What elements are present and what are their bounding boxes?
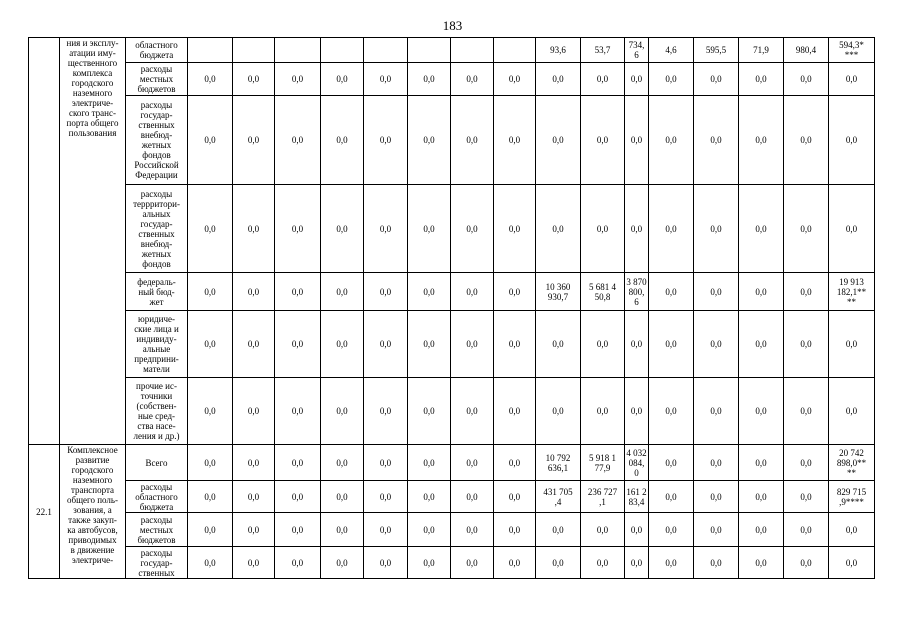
- value-cell: 0,0: [649, 311, 694, 378]
- value-cell: 19 913 182,1** **: [829, 273, 875, 311]
- value-cell: 0,0: [649, 273, 694, 311]
- value-cell: 0,0: [536, 547, 581, 579]
- value-cell: 5 681 4 50,8: [581, 273, 625, 311]
- value-cell: 0,0: [536, 96, 581, 185]
- value-cell: 0,0: [536, 513, 581, 547]
- value-cell: 3 870 800, 6: [625, 273, 649, 311]
- value-cell: 0,0: [233, 273, 275, 311]
- value-cell: 0,0: [494, 185, 536, 273]
- value-cell: 0,0: [494, 378, 536, 445]
- value-cell: 0,0: [451, 445, 494, 481]
- value-cell: 4 032 084, 0: [625, 445, 649, 481]
- funding-source: расходы местных бюджетов: [126, 513, 188, 547]
- value-cell: 0,0: [275, 273, 321, 311]
- value-cell: 0,0: [275, 481, 321, 513]
- value-cell: 0,0: [451, 185, 494, 273]
- value-cell: 0,0: [829, 547, 875, 579]
- value-cell: 0,0: [364, 445, 408, 481]
- value-cell: 0,0: [739, 63, 784, 96]
- table-body: [29, 38, 875, 579]
- value-cell: 0,0: [321, 547, 364, 579]
- value-cell: 0,0: [784, 547, 829, 579]
- value-cell: 595,5: [694, 38, 739, 63]
- value-cell: 0,0: [784, 273, 829, 311]
- table-row: [29, 273, 875, 311]
- value-cell: 0,0: [694, 481, 739, 513]
- page-number: 183: [442, 18, 463, 33]
- value-cell: 0,0: [451, 63, 494, 96]
- value-cell: 0,0: [408, 547, 451, 579]
- value-cell: [408, 38, 451, 63]
- value-cell: 0,0: [408, 63, 451, 96]
- value-cell: 0,0: [233, 63, 275, 96]
- value-cell: 0,0: [494, 445, 536, 481]
- table-row: [29, 378, 875, 445]
- value-cell: 0,0: [494, 547, 536, 579]
- value-cell: 0,0: [649, 513, 694, 547]
- table-row: [29, 185, 875, 273]
- value-cell: 0,0: [451, 378, 494, 445]
- value-cell: 0,0: [233, 96, 275, 185]
- table-row: [29, 311, 875, 378]
- value-cell: 0,0: [784, 311, 829, 378]
- value-cell: 0,0: [451, 513, 494, 547]
- value-cell: 0,0: [233, 311, 275, 378]
- value-cell: 0,0: [625, 185, 649, 273]
- value-cell: 0,0: [188, 547, 233, 579]
- value-cell: 0,0: [625, 63, 649, 96]
- value-cell: [321, 38, 364, 63]
- funding-source: расходы государ- ственных внебюд- жетных фондов Российской Федерации: [126, 96, 188, 185]
- value-cell: 0,0: [581, 96, 625, 185]
- value-cell: 20 742 898,0** **: [829, 445, 875, 481]
- value-cell: 0,0: [581, 378, 625, 445]
- value-cell: 0,0: [581, 311, 625, 378]
- value-cell: 0,0: [408, 445, 451, 481]
- value-cell: 0,0: [784, 445, 829, 481]
- value-cell: 0,0: [364, 513, 408, 547]
- table-row: [29, 96, 875, 185]
- value-cell: 0,0: [451, 96, 494, 185]
- value-cell: 829 715 ,9****: [829, 481, 875, 513]
- value-cell: 0,0: [188, 445, 233, 481]
- value-cell: 0,0: [694, 96, 739, 185]
- value-cell: 0,0: [494, 481, 536, 513]
- value-cell: 0,0: [451, 273, 494, 311]
- value-cell: 0,0: [275, 547, 321, 579]
- funding-source: юридиче- ские лица и индивиду- альные предприни- матели: [126, 311, 188, 378]
- value-cell: 0,0: [494, 273, 536, 311]
- value-cell: 0,0: [275, 96, 321, 185]
- value-cell: 0,0: [233, 185, 275, 273]
- value-cell: 0,0: [784, 378, 829, 445]
- budget-table: [28, 37, 875, 579]
- value-cell: 0,0: [364, 273, 408, 311]
- value-cell: 0,0: [321, 378, 364, 445]
- value-cell: 0,0: [364, 481, 408, 513]
- value-cell: 0,0: [364, 547, 408, 579]
- value-cell: 0,0: [408, 513, 451, 547]
- value-cell: 0,0: [784, 513, 829, 547]
- funding-source: расходы государ- ственных: [126, 547, 188, 579]
- value-cell: 0,0: [188, 96, 233, 185]
- table-row: [29, 547, 875, 579]
- value-cell: 0,0: [321, 185, 364, 273]
- value-cell: 0,0: [649, 547, 694, 579]
- value-cell: 161 2 83,4: [625, 481, 649, 513]
- value-cell: 0,0: [784, 185, 829, 273]
- value-cell: 0,0: [451, 311, 494, 378]
- value-cell: 0,0: [536, 63, 581, 96]
- funding-source: расходы областного бюджета: [126, 481, 188, 513]
- value-cell: 0,0: [694, 378, 739, 445]
- event-name: ния и эксплу- атации иму- щественного комплекса городского наземного электриче- ского транс- порта общего пользования: [60, 38, 126, 445]
- value-cell: 431 705 ,4: [536, 481, 581, 513]
- value-cell: 71,9: [739, 38, 784, 63]
- table-row: [29, 481, 875, 513]
- event-code: [29, 38, 60, 445]
- value-cell: 0,0: [188, 378, 233, 445]
- value-cell: 0,0: [233, 445, 275, 481]
- table-row: [29, 445, 875, 481]
- value-cell: [451, 38, 494, 63]
- value-cell: 0,0: [451, 547, 494, 579]
- value-cell: 0,0: [784, 96, 829, 185]
- value-cell: 0,0: [694, 311, 739, 378]
- value-cell: 0,0: [784, 481, 829, 513]
- value-cell: 594,3* ***: [829, 38, 875, 63]
- value-cell: 0,0: [739, 185, 784, 273]
- value-cell: 0,0: [694, 273, 739, 311]
- value-cell: 4,6: [649, 38, 694, 63]
- value-cell: 734, 6: [625, 38, 649, 63]
- value-cell: 0,0: [625, 378, 649, 445]
- value-cell: 0,0: [275, 513, 321, 547]
- value-cell: 0,0: [494, 311, 536, 378]
- value-cell: 0,0: [321, 481, 364, 513]
- value-cell: 0,0: [694, 547, 739, 579]
- value-cell: 0,0: [275, 445, 321, 481]
- value-cell: 0,0: [321, 513, 364, 547]
- value-cell: 0,0: [364, 96, 408, 185]
- funding-source: прочие ис- точники (собствен- ные сред- ства насе- ления и др.): [126, 378, 188, 445]
- value-cell: 0,0: [625, 547, 649, 579]
- value-cell: 0,0: [188, 481, 233, 513]
- funding-source: расходы террритори- альных государ- ственных внебюд- жетных фондов: [126, 185, 188, 273]
- value-cell: 0,0: [829, 513, 875, 547]
- table-row: [29, 513, 875, 547]
- value-cell: [494, 38, 536, 63]
- value-cell: 0,0: [739, 513, 784, 547]
- value-cell: 0,0: [784, 63, 829, 96]
- value-cell: 0,0: [233, 513, 275, 547]
- value-cell: 0,0: [625, 311, 649, 378]
- value-cell: 0,0: [536, 378, 581, 445]
- value-cell: 0,0: [233, 547, 275, 579]
- value-cell: 10 360 930,7: [536, 273, 581, 311]
- value-cell: 0,0: [625, 96, 649, 185]
- value-cell: 0,0: [408, 96, 451, 185]
- value-cell: 0,0: [581, 63, 625, 96]
- funding-source: областного бюджета: [126, 38, 188, 63]
- value-cell: 0,0: [739, 481, 784, 513]
- value-cell: 0,0: [275, 63, 321, 96]
- value-cell: 0,0: [275, 185, 321, 273]
- value-cell: 0,0: [233, 378, 275, 445]
- value-cell: 0,0: [739, 547, 784, 579]
- value-cell: 0,0: [694, 185, 739, 273]
- value-cell: 0,0: [188, 273, 233, 311]
- value-cell: 0,0: [188, 185, 233, 273]
- value-cell: 0,0: [829, 96, 875, 185]
- value-cell: 0,0: [739, 378, 784, 445]
- event-name: Комплексное развитие городского наземного транспорта общего поль- зования, а также закуп- ка автобусов, приводимых в движение электриче-: [60, 445, 126, 579]
- value-cell: 0,0: [275, 378, 321, 445]
- funding-source: Всего: [126, 445, 188, 481]
- value-cell: 0,0: [694, 513, 739, 547]
- value-cell: 5 918 1 77,9: [581, 445, 625, 481]
- value-cell: 0,0: [829, 185, 875, 273]
- value-cell: 0,0: [321, 63, 364, 96]
- value-cell: 0,0: [321, 445, 364, 481]
- value-cell: 0,0: [694, 63, 739, 96]
- value-cell: 0,0: [233, 481, 275, 513]
- value-cell: 0,0: [188, 311, 233, 378]
- value-cell: 0,0: [364, 63, 408, 96]
- value-cell: 0,0: [829, 63, 875, 96]
- value-cell: [233, 38, 275, 63]
- value-cell: 0,0: [451, 481, 494, 513]
- table-row: [29, 63, 875, 96]
- value-cell: 0,0: [649, 63, 694, 96]
- value-cell: 0,0: [321, 96, 364, 185]
- value-cell: 236 727 ,1: [581, 481, 625, 513]
- value-cell: 0,0: [536, 185, 581, 273]
- value-cell: 0,0: [364, 378, 408, 445]
- value-cell: 0,0: [364, 311, 408, 378]
- value-cell: 53,7: [581, 38, 625, 63]
- value-cell: 0,0: [364, 185, 408, 273]
- value-cell: 0,0: [829, 378, 875, 445]
- value-cell: 0,0: [649, 378, 694, 445]
- value-cell: 0,0: [408, 185, 451, 273]
- value-cell: 0,0: [649, 481, 694, 513]
- value-cell: 0,0: [188, 513, 233, 547]
- value-cell: 0,0: [694, 445, 739, 481]
- value-cell: 0,0: [321, 273, 364, 311]
- value-cell: 0,0: [739, 96, 784, 185]
- value-cell: 0,0: [649, 445, 694, 481]
- value-cell: 0,0: [321, 311, 364, 378]
- funding-source: расходы местных бюджетов: [126, 63, 188, 96]
- value-cell: 980,4: [784, 38, 829, 63]
- value-cell: [364, 38, 408, 63]
- value-cell: 0,0: [649, 96, 694, 185]
- value-cell: 0,0: [494, 96, 536, 185]
- value-cell: 0,0: [408, 481, 451, 513]
- value-cell: 0,0: [536, 311, 581, 378]
- value-cell: 93,6: [536, 38, 581, 63]
- value-cell: [275, 38, 321, 63]
- value-cell: 0,0: [408, 378, 451, 445]
- value-cell: 0,0: [408, 311, 451, 378]
- value-cell: 0,0: [625, 513, 649, 547]
- value-cell: 0,0: [829, 311, 875, 378]
- event-code: 22.1: [29, 445, 60, 579]
- value-cell: 0,0: [494, 63, 536, 96]
- value-cell: 0,0: [408, 273, 451, 311]
- value-cell: 0,0: [739, 273, 784, 311]
- table-row: [29, 38, 875, 63]
- value-cell: 0,0: [188, 63, 233, 96]
- value-cell: 0,0: [649, 185, 694, 273]
- value-cell: 0,0: [581, 513, 625, 547]
- funding-source: федераль- ный бюд- жет: [126, 273, 188, 311]
- value-cell: 0,0: [581, 185, 625, 273]
- value-cell: 10 792 636,1: [536, 445, 581, 481]
- value-cell: 0,0: [739, 311, 784, 378]
- value-cell: 0,0: [581, 547, 625, 579]
- value-cell: 0,0: [739, 445, 784, 481]
- value-cell: [188, 38, 233, 63]
- value-cell: 0,0: [275, 311, 321, 378]
- value-cell: 0,0: [494, 513, 536, 547]
